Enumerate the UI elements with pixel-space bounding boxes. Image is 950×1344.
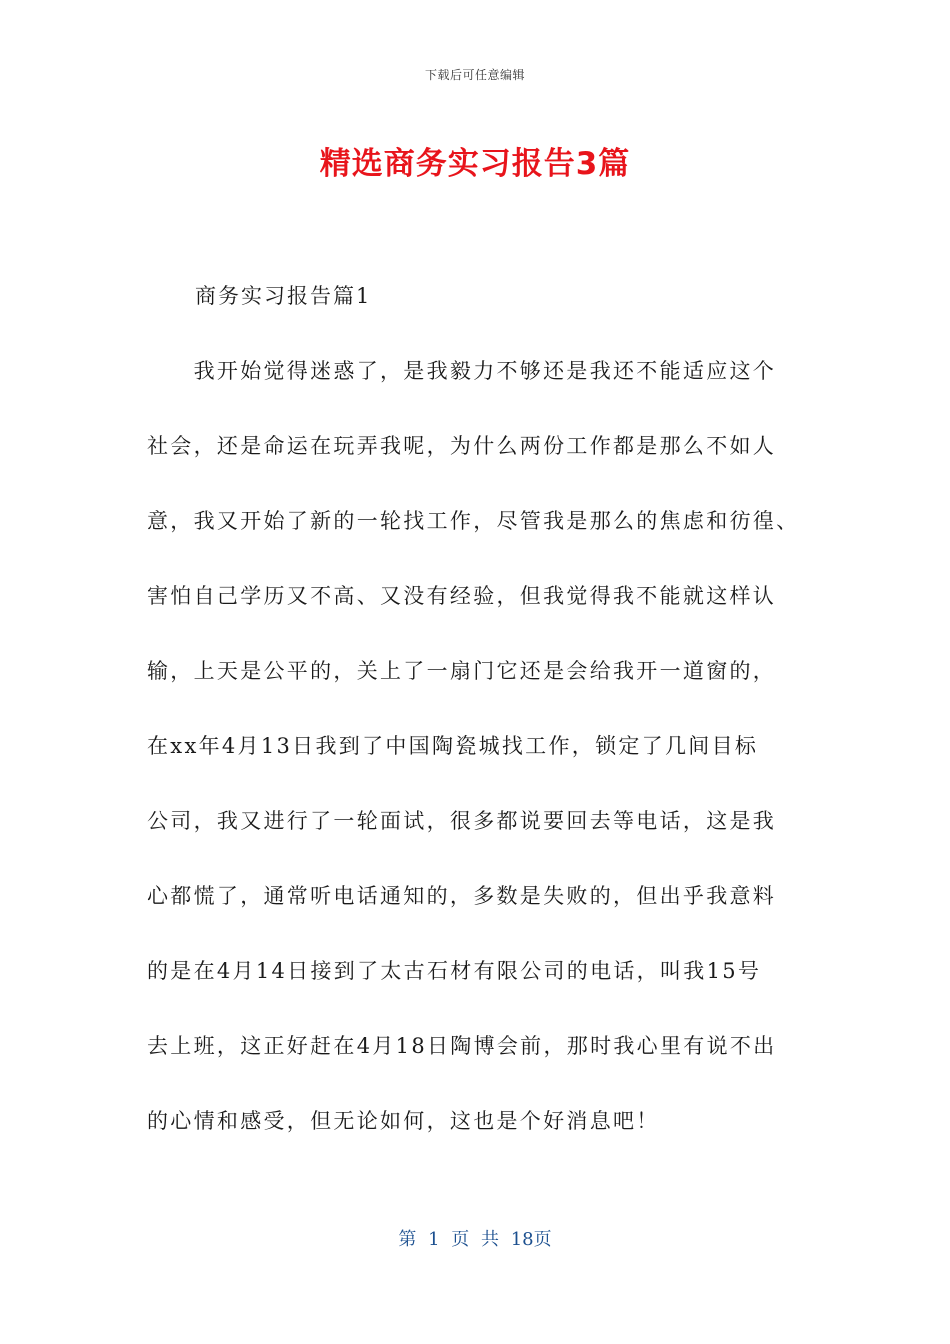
page-footer: 第 1 页 共 18页	[398, 1229, 552, 1250]
paragraph-line: 意，我又开始了新的一轮找工作，尽管我是那么的焦虑和彷徨、	[147, 509, 800, 533]
paragraph-line: 输，上天是公平的，关上了一扇门它还是会给我开一道窗的，	[147, 659, 777, 683]
document-title: 精选商务实习报告3篇	[319, 146, 631, 182]
paragraph-line: 去上班，这正好赶在4月18日陶博会前，那时我心里有说不出	[147, 1034, 777, 1058]
paragraph-line: 在xx年4月13日我到了中国陶瓷城找工作，锁定了几间目标	[147, 734, 759, 758]
paragraph-line: 的是在4月14日接到了太古石材有限公司的电话，叫我15号	[147, 959, 762, 983]
paragraph-line: 的心情和感受，但无论如何，这也是个好消息吧！	[147, 1109, 660, 1133]
paragraph-line: 社会，还是命运在玩弄我呢，为什么两份工作都是那么不如人	[147, 434, 777, 458]
paragraph-line: 心都慌了，通常听电话通知的，多数是失败的，但出乎我意料	[147, 884, 777, 908]
header-note: 下载后可任意编辑	[424, 68, 525, 82]
paragraph-line: 害怕自己学历又不高、又没有经验，但我觉得我不能就这样认	[147, 584, 777, 608]
section-heading: 商务实习报告篇1	[195, 284, 372, 308]
paragraph-line: 我开始觉得迷惑了，是我毅力不够还是我还不能适应这个	[147, 359, 777, 383]
paragraph-line: 公司，我又进行了一轮面试，很多都说要回去等电话，这是我	[147, 809, 777, 833]
